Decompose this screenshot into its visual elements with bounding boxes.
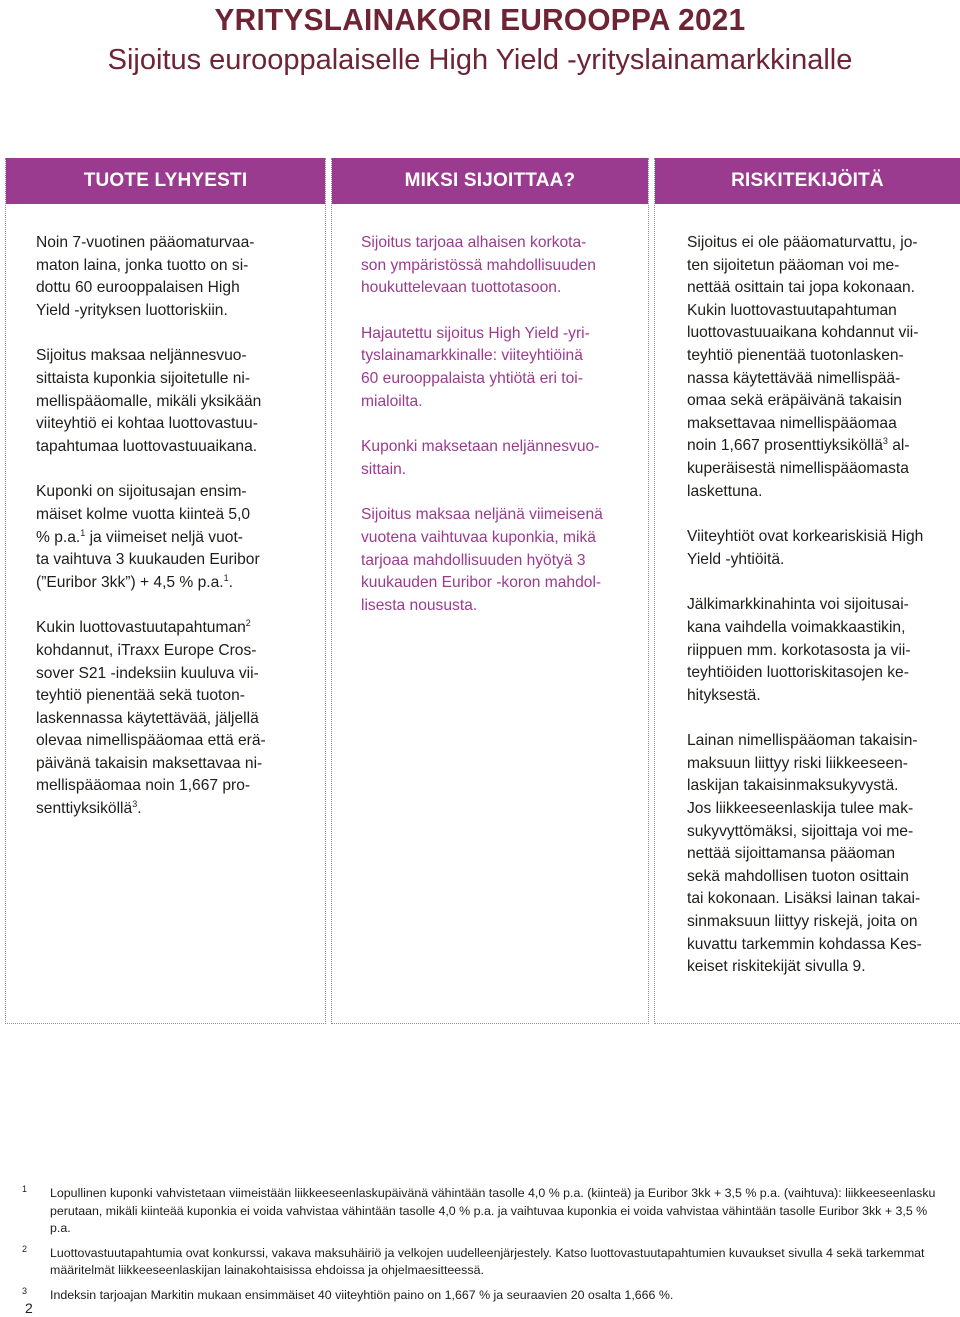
column-body-why-invest: [332, 204, 648, 617]
footnote-number: 2: [22, 1243, 28, 1254]
column-body-product-summary: [6, 204, 325, 821]
paragraph-text: Noin 7-vuotinen pääomaturvaa- maton laina, jonka tuotto on si- dottu 60 eurooppalaisen High Yield -yrityksen luottoriskiin.: [36, 234, 255, 319]
paragraph-text: .: [137, 800, 142, 818]
footnote: [22, 1245, 947, 1280]
paragraph: [36, 617, 287, 820]
footnote: [22, 1185, 947, 1238]
footnote-number: 3: [22, 1285, 28, 1296]
document-title: YRITYSLAINAKORI EUROOPPA 2021: [214, 2, 746, 37]
paragraph: [36, 232, 287, 322]
footnotes: [22, 1185, 947, 1311]
column-risk-factors: [654, 158, 960, 1024]
footnote-text: Lopullinen kuponki vahvistetaan viimeistään liikkeeseenlaskupäivänä vähintään tasolle 4,0 % p.a. (kiinteä) ja Euribor 3kk + 3,5 % p.a. (vaihtuva): liikkeeseenlasku perutaan, mikäli kiinteää kuponkia ei voida vahvistaa vähintään tasolle 4,0 % p.a. ja vaihtuvaa kuponkia ei voida vahvistaa vähintään tasolle Euribor 3kk + 3,5 % p.a.: [50, 1186, 936, 1235]
footnote: [22, 1287, 947, 1305]
paragraph-text: al- kuperäisestä nimellispääomasta laskettuna.: [687, 437, 910, 500]
footnote-ref: 1: [223, 572, 229, 583]
paragraph: Hajautettu sijoitus High Yield -yri- tyslainamarkkinalle: viiteyhtiöinä 60 eurooppalaista yhtiötä eri toi- mialoilta.: [361, 324, 590, 410]
paragraph: Sijoitus maksaa neljänä viimeisenä vuotena vaihtuvaa kuponkia, mikä tarjoaa mahdollisuuden hyötyä 3 kuukauden Euribor -koron mahdol- lisesta noususta.: [361, 506, 603, 614]
footnote-number: 1: [22, 1184, 28, 1194]
footnote-ref: 2: [245, 618, 251, 629]
document-subtitle: Sijoitus eurooppalaiselle High Yield -yrityslainamarkkinalle: [107, 44, 853, 76]
paragraph: Jälkimarkkinahinta voi sijoitusai- kana vaihdella voimakkaastikin, riippuen mm. korkotasosta ja vii- teyhtiöiden luottoriskitasojen ke- hityksestä.: [687, 596, 911, 704]
footnote-text: Indeksin tarjoajan Markitin mukaan ensimmäiset 40 viiteyhtiön paino on 1,667 % ja seuraavien 20 osalta 1,666 %.: [50, 1287, 674, 1302]
paragraph-text: Sijoitus maksaa neljännesvuo- sittaista kuponkia sijoitetulle ni- mellispääomalle, mikäli yksikään viiteyhtiö ei kohtaa luottovastuu- tapahtumaa luottovastuuaikana.: [36, 347, 262, 455]
column-body-risk-factors: [655, 204, 960, 979]
paragraph: [36, 345, 287, 458]
column-why-invest: [331, 158, 649, 1024]
footnote-text: Luottovastuutapahtumia ovat konkurssi, vakava maksuhäiriö ja velkojen uudelleenjärjestely. Katso luottovastuutapahtumien kuvaukset sivulla 4 sekä tarkemmat määritelmät liikkeeseenlaskijan lainakohtaisissa ehdoissa ja ohjelmaesitteessä.: [50, 1245, 925, 1277]
paragraph: Sijoitus tarjoaa alhaisen korkota- son ympäristössä mahdollisuuden houkuttelevaan tuottotasoon.: [361, 234, 596, 297]
paragraph: Kuponki maksetaan neljännesvuo- sittain.: [361, 438, 600, 478]
paragraph-text: Kuponki on sijoitusajan ensim- mäiset kolme vuotta kiinteä 5,0 % p.a.: [36, 483, 251, 546]
paragraph: Lainan nimellispääoman takaisin- maksuun liittyy riski liikkeeseen- laskijan takaisinmaksukyvystä. Jos liikkeeseenlaskija tulee mak- sukyvyttömäksi, sijoittaja voi me- nettää sijoittamansa pääoman sekä mahdollisen tuoton osittain tai kokonaan. Lisäksi lainan takai- sinmaksuun liittyy riskejä, joita on kuvattu tarkemmin kohdassa Kes- keiset riskitekijät sivulla 9.: [687, 732, 922, 976]
paragraph: [36, 481, 287, 594]
column-product-summary: [5, 158, 326, 1024]
footnote-ref: 1: [80, 527, 86, 538]
paragraph-text: Kukin luottovastuutapahtuman: [36, 619, 246, 637]
column-heading-why-invest: MIKSI SIJOITTAA?: [332, 158, 648, 204]
paragraph-text: ja viimeiset neljä vuot- ta vaihtuva 3 kuukauden Euribor (”Euribor 3kk”) + 4,5 % p.a.: [36, 528, 260, 591]
column-heading-product-summary: TUOTE LYHYESTI: [6, 158, 325, 204]
paragraph-text: kohdannut, iTraxx Europe Cros- sover S21 -indeksiin kuuluva vii- teyhtiö pienentää sekä tuoton- laskennassa käytettävää, jäljellä olevaa nimellispääomaa että erä- päivänä takaisin maksettavaa ni- mellispääomaa noin 1,667 pro- senttiyksiköllä: [36, 641, 266, 818]
page-number: 2: [25, 1300, 33, 1316]
footnote-ref: 3: [132, 799, 138, 810]
paragraph-text: .: [228, 573, 233, 591]
paragraph: Viiteyhtiöt ovat korkeariskisiä High Yield -yhtiöitä.: [687, 528, 924, 568]
paragraph-text: Sijoitus ei ole pääomaturvattu, jo- ten sijoitetun pääoman voi me- nettää osittain tai jopa kokonaan. Kukin luottovastuutapahtuman luottovastuuaikana kohdannut vii- teyhtiö pienentää tuotonlasken- nassa käytettävää nimellispää- omaa sekä eräpäivänä takaisin maksettavaa nimellispääomaa noin 1,667 prosenttiyksiköllä: [687, 234, 919, 455]
paragraph: [687, 232, 940, 503]
footnote-ref: 3: [882, 436, 888, 447]
column-heading-risk-factors: RISKITEKIJÖITÄ: [655, 158, 960, 204]
